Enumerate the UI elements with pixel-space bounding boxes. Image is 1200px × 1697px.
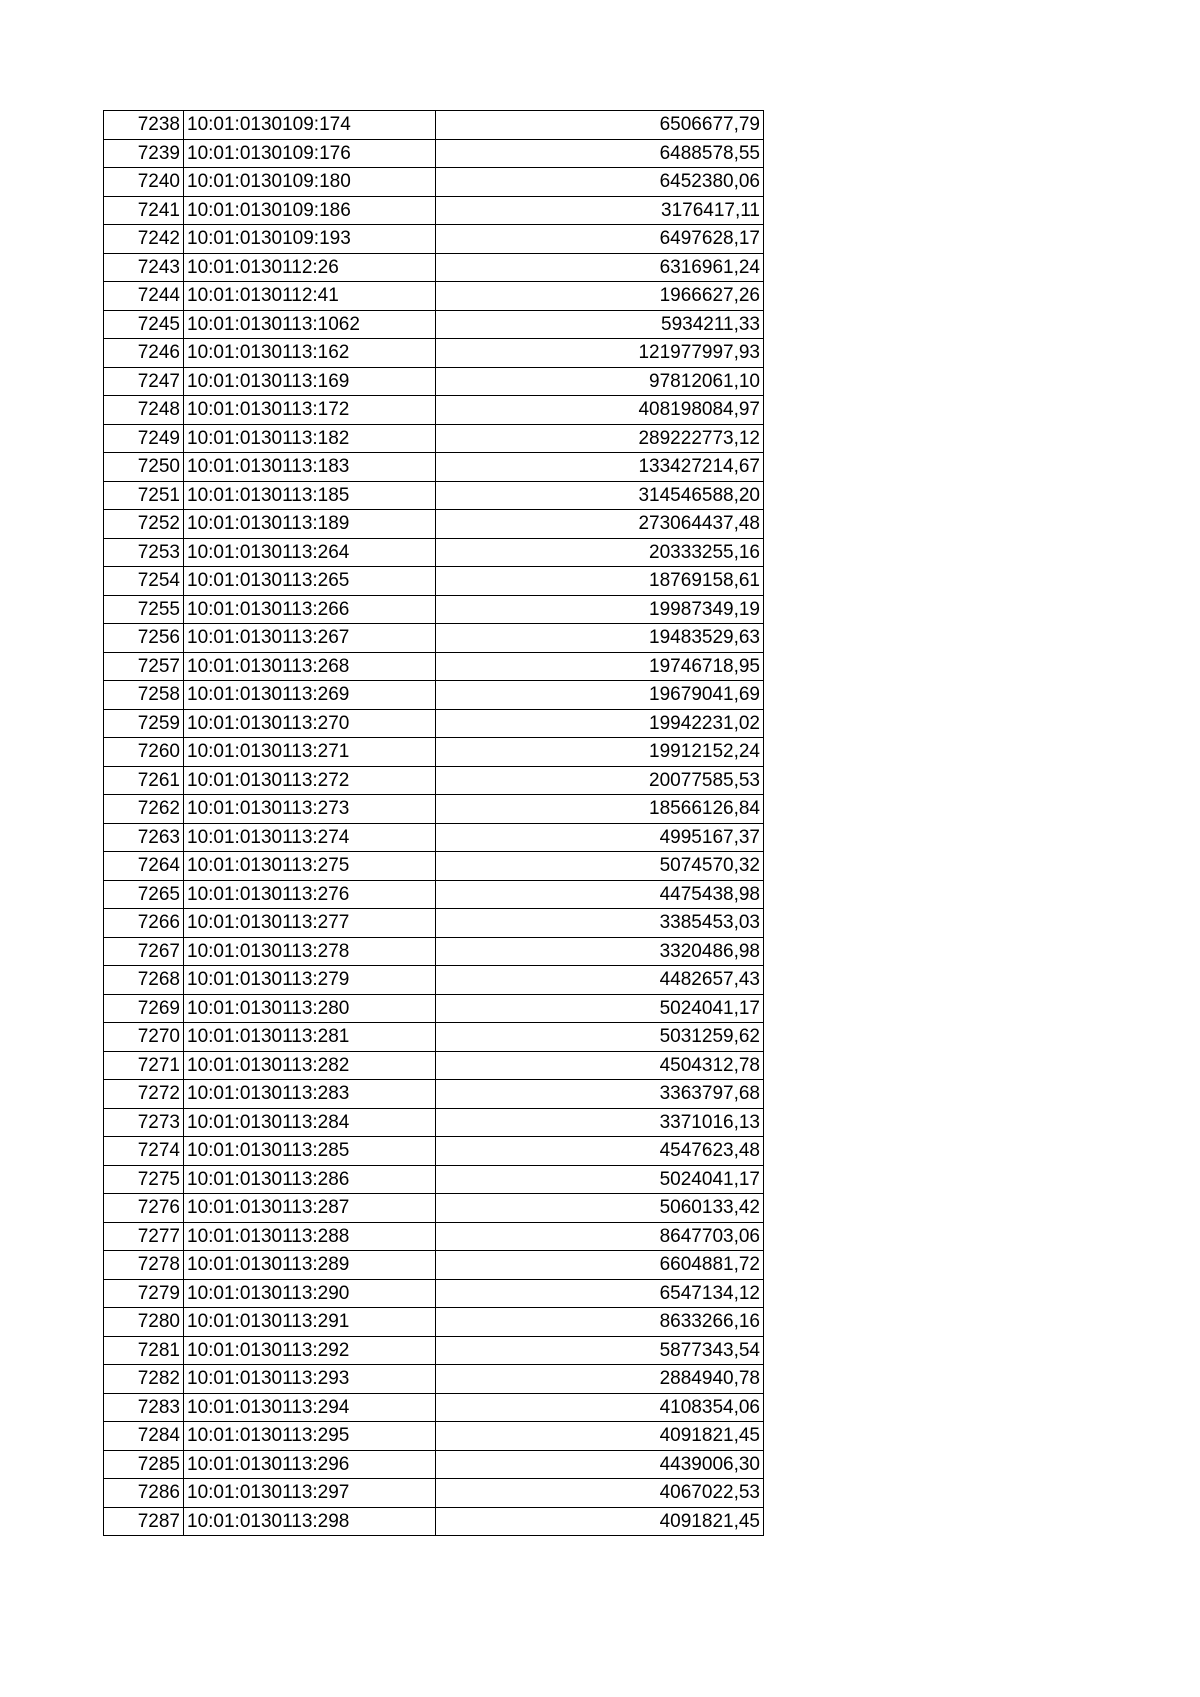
table-row bbox=[104, 1450, 764, 1479]
row-number-cell: 7240 bbox=[104, 168, 184, 197]
cadastral-number-cell: 10:01:0130112:41 bbox=[184, 282, 436, 311]
cadastral-value-cell: 5877343,54 bbox=[436, 1336, 764, 1365]
cadastral-value-cell: 273064437,48 bbox=[436, 510, 764, 539]
row-number-cell: 7251 bbox=[104, 481, 184, 510]
table-row bbox=[104, 1080, 764, 1109]
cadastral-value-cell: 19942231,02 bbox=[436, 709, 764, 738]
table-row bbox=[104, 909, 764, 938]
cadastral-value-cell: 3363797,68 bbox=[436, 1080, 764, 1109]
cadastral-value-cell: 1966627,26 bbox=[436, 282, 764, 311]
cadastral-value-cell: 20333255,16 bbox=[436, 538, 764, 567]
cadastral-value-cell: 314546588,20 bbox=[436, 481, 764, 510]
cadastral-value-cell: 408198084,97 bbox=[436, 396, 764, 425]
cadastral-number-cell: 10:01:0130113:264 bbox=[184, 538, 436, 567]
row-number-cell: 7275 bbox=[104, 1165, 184, 1194]
table-row bbox=[104, 339, 764, 368]
cadastral-value-cell: 5074570,32 bbox=[436, 852, 764, 881]
table-row bbox=[104, 1365, 764, 1394]
table-row bbox=[104, 1194, 764, 1223]
table-body bbox=[104, 111, 764, 1536]
cadastral-value-cell: 19679041,69 bbox=[436, 681, 764, 710]
cadastral-value-cell: 8633266,16 bbox=[436, 1308, 764, 1337]
cadastral-number-cell: 10:01:0130113:288 bbox=[184, 1222, 436, 1251]
table-row bbox=[104, 510, 764, 539]
cadastral-number-cell: 10:01:0130113:189 bbox=[184, 510, 436, 539]
row-number-cell: 7285 bbox=[104, 1450, 184, 1479]
cadastral-number-cell: 10:01:0130109:193 bbox=[184, 225, 436, 254]
cadastral-value-cell: 6604881,72 bbox=[436, 1251, 764, 1280]
table-row bbox=[104, 139, 764, 168]
cadastral-number-cell: 10:01:0130113:269 bbox=[184, 681, 436, 710]
table-row bbox=[104, 1422, 764, 1451]
row-number-cell: 7246 bbox=[104, 339, 184, 368]
row-number-cell: 7263 bbox=[104, 823, 184, 852]
cadastral-value-cell: 133427214,67 bbox=[436, 453, 764, 482]
cadastral-number-cell: 10:01:0130113:296 bbox=[184, 1450, 436, 1479]
row-number-cell: 7243 bbox=[104, 253, 184, 282]
cadastral-number-cell: 10:01:0130113:286 bbox=[184, 1165, 436, 1194]
cadastral-number-cell: 10:01:0130113:162 bbox=[184, 339, 436, 368]
row-number-cell: 7252 bbox=[104, 510, 184, 539]
cadastral-value-cell: 4504312,78 bbox=[436, 1051, 764, 1080]
cadastral-number-cell: 10:01:0130113:265 bbox=[184, 567, 436, 596]
row-number-cell: 7245 bbox=[104, 310, 184, 339]
cadastral-number-cell: 10:01:0130113:169 bbox=[184, 367, 436, 396]
cadastral-value-cell: 4108354,06 bbox=[436, 1393, 764, 1422]
cadastral-number-cell: 10:01:0130113:270 bbox=[184, 709, 436, 738]
cadastral-value-cell: 20077585,53 bbox=[436, 766, 764, 795]
table-row bbox=[104, 1279, 764, 1308]
cadastral-number-cell: 10:01:0130113:291 bbox=[184, 1308, 436, 1337]
cadastral-value-cell: 5934211,33 bbox=[436, 310, 764, 339]
cadastral-number-cell: 10:01:0130113:287 bbox=[184, 1194, 436, 1223]
cadastral-value-cell: 97812061,10 bbox=[436, 367, 764, 396]
row-number-cell: 7274 bbox=[104, 1137, 184, 1166]
cadastral-value-table bbox=[103, 110, 764, 1536]
cadastral-number-cell: 10:01:0130113:272 bbox=[184, 766, 436, 795]
cadastral-value-cell: 18566126,84 bbox=[436, 795, 764, 824]
cadastral-value-cell: 5024041,17 bbox=[436, 994, 764, 1023]
row-number-cell: 7272 bbox=[104, 1080, 184, 1109]
row-number-cell: 7249 bbox=[104, 424, 184, 453]
row-number-cell: 7265 bbox=[104, 880, 184, 909]
table-row bbox=[104, 567, 764, 596]
row-number-cell: 7256 bbox=[104, 624, 184, 653]
table-row bbox=[104, 396, 764, 425]
cadastral-number-cell: 10:01:0130113:268 bbox=[184, 652, 436, 681]
row-number-cell: 7260 bbox=[104, 738, 184, 767]
cadastral-value-cell: 4482657,43 bbox=[436, 966, 764, 995]
cadastral-value-cell: 4439006,30 bbox=[436, 1450, 764, 1479]
table-row bbox=[104, 595, 764, 624]
cadastral-value-cell: 6452380,06 bbox=[436, 168, 764, 197]
cadastral-number-cell: 10:01:0130113:271 bbox=[184, 738, 436, 767]
cadastral-number-cell: 10:01:0130113:182 bbox=[184, 424, 436, 453]
cadastral-value-cell: 18769158,61 bbox=[436, 567, 764, 596]
row-number-cell: 7284 bbox=[104, 1422, 184, 1451]
cadastral-number-cell: 10:01:0130113:293 bbox=[184, 1365, 436, 1394]
row-number-cell: 7278 bbox=[104, 1251, 184, 1280]
table-row bbox=[104, 624, 764, 653]
cadastral-number-cell: 10:01:0130113:276 bbox=[184, 880, 436, 909]
cadastral-number-cell: 10:01:0130109:174 bbox=[184, 111, 436, 140]
cadastral-number-cell: 10:01:0130113:284 bbox=[184, 1108, 436, 1137]
cadastral-value-cell: 5024041,17 bbox=[436, 1165, 764, 1194]
table-row bbox=[104, 282, 764, 311]
row-number-cell: 7266 bbox=[104, 909, 184, 938]
cadastral-value-cell: 4995167,37 bbox=[436, 823, 764, 852]
row-number-cell: 7241 bbox=[104, 196, 184, 225]
row-number-cell: 7271 bbox=[104, 1051, 184, 1080]
cadastral-number-cell: 10:01:0130113:285 bbox=[184, 1137, 436, 1166]
cadastral-value-cell: 19987349,19 bbox=[436, 595, 764, 624]
cadastral-value-cell: 6316961,24 bbox=[436, 253, 764, 282]
cadastral-value-cell: 5060133,42 bbox=[436, 1194, 764, 1223]
row-number-cell: 7276 bbox=[104, 1194, 184, 1223]
cadastral-number-cell: 10:01:0130113:279 bbox=[184, 966, 436, 995]
table-row bbox=[104, 1108, 764, 1137]
cadastral-value-cell: 4091821,45 bbox=[436, 1507, 764, 1536]
table-row bbox=[104, 1137, 764, 1166]
cadastral-value-cell: 4475438,98 bbox=[436, 880, 764, 909]
cadastral-value-cell: 4547623,48 bbox=[436, 1137, 764, 1166]
table-row bbox=[104, 966, 764, 995]
cadastral-value-cell: 6497628,17 bbox=[436, 225, 764, 254]
cadastral-number-cell: 10:01:0130113:282 bbox=[184, 1051, 436, 1080]
cadastral-value-cell: 19483529,63 bbox=[436, 624, 764, 653]
cadastral-number-cell: 10:01:0130113:267 bbox=[184, 624, 436, 653]
row-number-cell: 7287 bbox=[104, 1507, 184, 1536]
cadastral-value-cell: 6547134,12 bbox=[436, 1279, 764, 1308]
cadastral-number-cell: 10:01:0130113:275 bbox=[184, 852, 436, 881]
cadastral-value-cell: 4067022,53 bbox=[436, 1479, 764, 1508]
table-row bbox=[104, 937, 764, 966]
table-row bbox=[104, 1507, 764, 1536]
cadastral-value-cell: 4091821,45 bbox=[436, 1422, 764, 1451]
cadastral-number-cell: 10:01:0130113:274 bbox=[184, 823, 436, 852]
cadastral-number-cell: 10:01:0130113:290 bbox=[184, 1279, 436, 1308]
row-number-cell: 7239 bbox=[104, 139, 184, 168]
table-row bbox=[104, 681, 764, 710]
cadastral-number-cell: 10:01:0130113:289 bbox=[184, 1251, 436, 1280]
cadastral-number-cell: 10:01:0130113:278 bbox=[184, 937, 436, 966]
table-row bbox=[104, 481, 764, 510]
table-row bbox=[104, 994, 764, 1023]
cadastral-number-cell: 10:01:0130113:273 bbox=[184, 795, 436, 824]
cadastral-number-cell: 10:01:0130109:180 bbox=[184, 168, 436, 197]
row-number-cell: 7257 bbox=[104, 652, 184, 681]
row-number-cell: 7244 bbox=[104, 282, 184, 311]
table-row bbox=[104, 823, 764, 852]
table-row bbox=[104, 1308, 764, 1337]
cadastral-number-cell: 10:01:0130112:26 bbox=[184, 253, 436, 282]
cadastral-number-cell: 10:01:0130113:281 bbox=[184, 1023, 436, 1052]
table-row bbox=[104, 1393, 764, 1422]
row-number-cell: 7259 bbox=[104, 709, 184, 738]
table-row bbox=[104, 168, 764, 197]
cadastral-number-cell: 10:01:0130113:280 bbox=[184, 994, 436, 1023]
table-row bbox=[104, 453, 764, 482]
cadastral-value-cell: 3176417,11 bbox=[436, 196, 764, 225]
cadastral-number-cell: 10:01:0130113:185 bbox=[184, 481, 436, 510]
cadastral-value-cell: 6506677,79 bbox=[436, 111, 764, 140]
row-number-cell: 7250 bbox=[104, 453, 184, 482]
row-number-cell: 7268 bbox=[104, 966, 184, 995]
row-number-cell: 7273 bbox=[104, 1108, 184, 1137]
table-row bbox=[104, 310, 764, 339]
cadastral-number-cell: 10:01:0130113:294 bbox=[184, 1393, 436, 1422]
table-row bbox=[104, 225, 764, 254]
row-number-cell: 7280 bbox=[104, 1308, 184, 1337]
cadastral-value-cell: 3385453,03 bbox=[436, 909, 764, 938]
row-number-cell: 7262 bbox=[104, 795, 184, 824]
cadastral-number-cell: 10:01:0130113:266 bbox=[184, 595, 436, 624]
row-number-cell: 7282 bbox=[104, 1365, 184, 1394]
row-number-cell: 7286 bbox=[104, 1479, 184, 1508]
row-number-cell: 7258 bbox=[104, 681, 184, 710]
row-number-cell: 7248 bbox=[104, 396, 184, 425]
row-number-cell: 7269 bbox=[104, 994, 184, 1023]
cadastral-number-cell: 10:01:0130113:292 bbox=[184, 1336, 436, 1365]
row-number-cell: 7254 bbox=[104, 567, 184, 596]
table-row bbox=[104, 1336, 764, 1365]
row-number-cell: 7255 bbox=[104, 595, 184, 624]
table-row bbox=[104, 1051, 764, 1080]
cadastral-value-cell: 6488578,55 bbox=[436, 139, 764, 168]
row-number-cell: 7270 bbox=[104, 1023, 184, 1052]
table-row bbox=[104, 424, 764, 453]
row-number-cell: 7261 bbox=[104, 766, 184, 795]
cadastral-number-cell: 10:01:0130113:297 bbox=[184, 1479, 436, 1508]
cadastral-value-cell: 289222773,12 bbox=[436, 424, 764, 453]
table-row bbox=[104, 709, 764, 738]
row-number-cell: 7238 bbox=[104, 111, 184, 140]
table-row bbox=[104, 1251, 764, 1280]
table-row bbox=[104, 1222, 764, 1251]
row-number-cell: 7253 bbox=[104, 538, 184, 567]
row-number-cell: 7279 bbox=[104, 1279, 184, 1308]
cadastral-number-cell: 10:01:0130113:172 bbox=[184, 396, 436, 425]
row-number-cell: 7281 bbox=[104, 1336, 184, 1365]
cadastral-number-cell: 10:01:0130113:298 bbox=[184, 1507, 436, 1536]
table-row bbox=[104, 795, 764, 824]
cadastral-value-cell: 3371016,13 bbox=[436, 1108, 764, 1137]
table-row bbox=[104, 367, 764, 396]
cadastral-value-cell: 2884940,78 bbox=[436, 1365, 764, 1394]
table-row bbox=[104, 652, 764, 681]
table-row bbox=[104, 111, 764, 140]
row-number-cell: 7242 bbox=[104, 225, 184, 254]
cadastral-number-cell: 10:01:0130113:183 bbox=[184, 453, 436, 482]
cadastral-value-cell: 19912152,24 bbox=[436, 738, 764, 767]
cadastral-value-cell: 3320486,98 bbox=[436, 937, 764, 966]
cadastral-number-cell: 10:01:0130113:295 bbox=[184, 1422, 436, 1451]
cadastral-number-cell: 10:01:0130109:186 bbox=[184, 196, 436, 225]
row-number-cell: 7283 bbox=[104, 1393, 184, 1422]
row-number-cell: 7247 bbox=[104, 367, 184, 396]
table-row bbox=[104, 1023, 764, 1052]
table-row bbox=[104, 1165, 764, 1194]
cadastral-number-cell: 10:01:0130113:277 bbox=[184, 909, 436, 938]
cadastral-value-cell: 5031259,62 bbox=[436, 1023, 764, 1052]
table-row bbox=[104, 738, 764, 767]
table-row bbox=[104, 253, 764, 282]
cadastral-number-cell: 10:01:0130113:283 bbox=[184, 1080, 436, 1109]
table-row bbox=[104, 880, 764, 909]
cadastral-number-cell: 10:01:0130113:1062 bbox=[184, 310, 436, 339]
cadastral-value-cell: 8647703,06 bbox=[436, 1222, 764, 1251]
table-row bbox=[104, 766, 764, 795]
cadastral-value-cell: 19746718,95 bbox=[436, 652, 764, 681]
row-number-cell: 7267 bbox=[104, 937, 184, 966]
row-number-cell: 7264 bbox=[104, 852, 184, 881]
cadastral-value-cell: 121977997,93 bbox=[436, 339, 764, 368]
cadastral-number-cell: 10:01:0130109:176 bbox=[184, 139, 436, 168]
table-row bbox=[104, 538, 764, 567]
row-number-cell: 7277 bbox=[104, 1222, 184, 1251]
table-row bbox=[104, 852, 764, 881]
table-row bbox=[104, 1479, 764, 1508]
table-row bbox=[104, 196, 764, 225]
